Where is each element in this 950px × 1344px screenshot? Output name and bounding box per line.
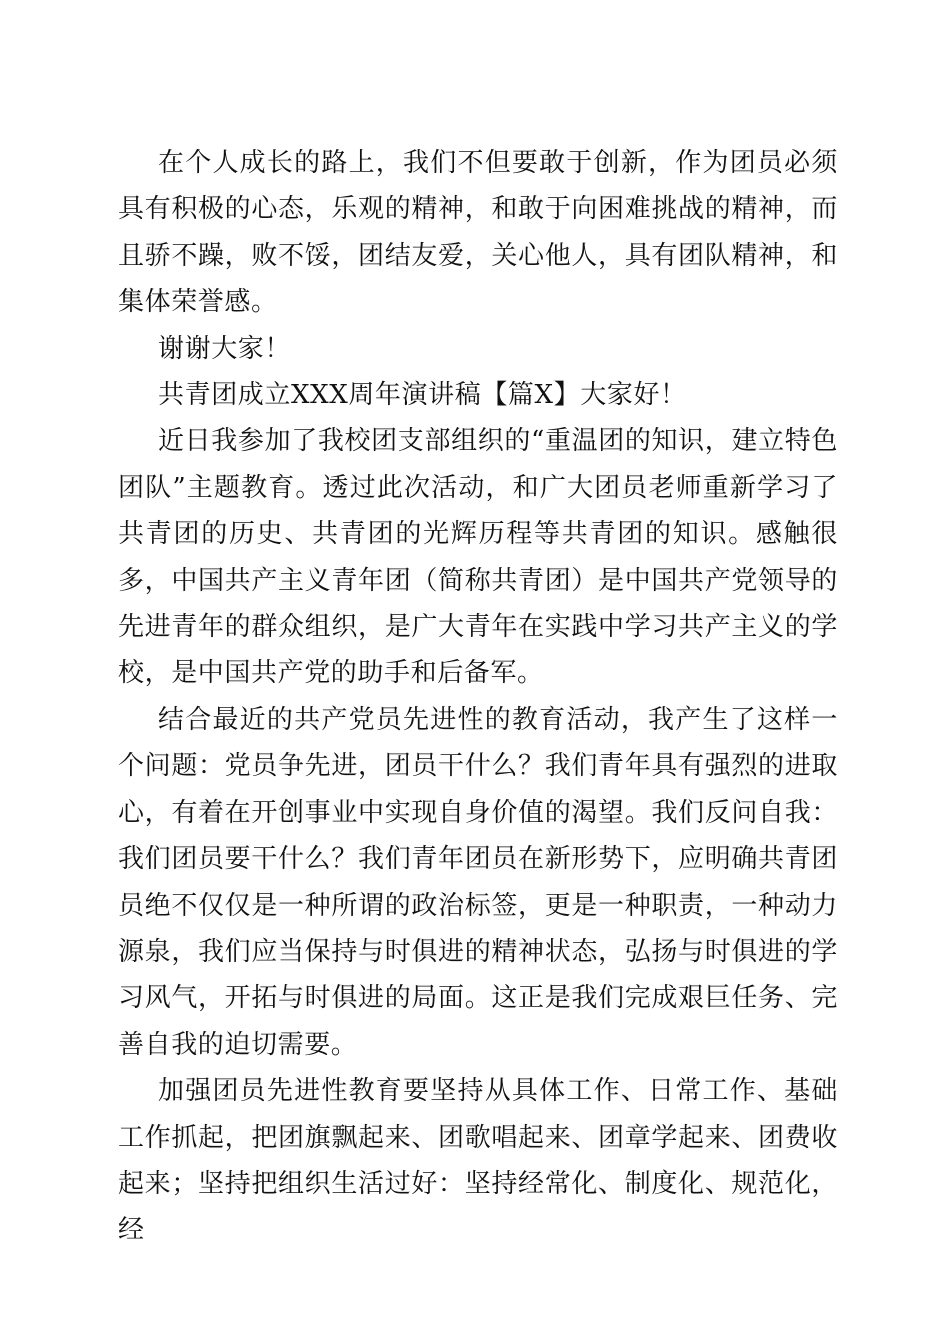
paragraph-education-activity: 近日我参加了我校团支部组织的“重温团的知识，建立特色团队”主题教育。透过此次活动，和广大团员老师重新学习了共青团的历史、共青团的光辉历程等共青团的知识。感触很多，中国共产主义青年团（简称共青团）是中国共产党领导的先进青年的群众组织，是广大青年在实践中学习共产主义的学校，是中国共产党的助手和后备军。 [118,426,838,689]
document-body [118,140,838,1254]
paragraph-personal-growth: 在个人成长的路上，我们不但要敢于创新，作为团员必须具有积极的心态，乐观的精神，和敢于向困难挑战的精神，而且骄不躁，败不馁，团结友爱，关心他人，具有团队精神，和集体荣誉感。 [118,148,838,318]
paragraph-thanks: 谢谢大家！ [158,333,292,364]
paragraph-party-members: 结合最近的共产党员先进性的教育活动，我产生了这样一个问题：党员争先进，团员干什么？我们青年具有强烈的进取心，有着在开创事业中实现自身价值的渴望。我们反问自我：我们团员要干什么？我们青年团员在新形势下，应明确共青团员绝不仅仅是一种所谓的政治标签，更是一种职责，一种动力源泉，我们应当保持与时俱进的精神状态，弘扬与时俱进的学习风气，开拓与时俱进的局面。这正是我们完成艰巨任务、完善自我的迫切需要。 [118,704,838,1060]
paragraph-speech-title: 共青团成立XXX周年演讲稿【篇X】大家好！ [158,380,687,411]
paragraph-strengthen-education: 加强团员先进性教育要坚持从具体工作、日常工作、基础工作抓起，把团旗飘起来、团歌唱起来、团章学起来、团费收起来；坚持把组织生活过好：坚持经常化、制度化、规范化，经 [118,1076,838,1246]
